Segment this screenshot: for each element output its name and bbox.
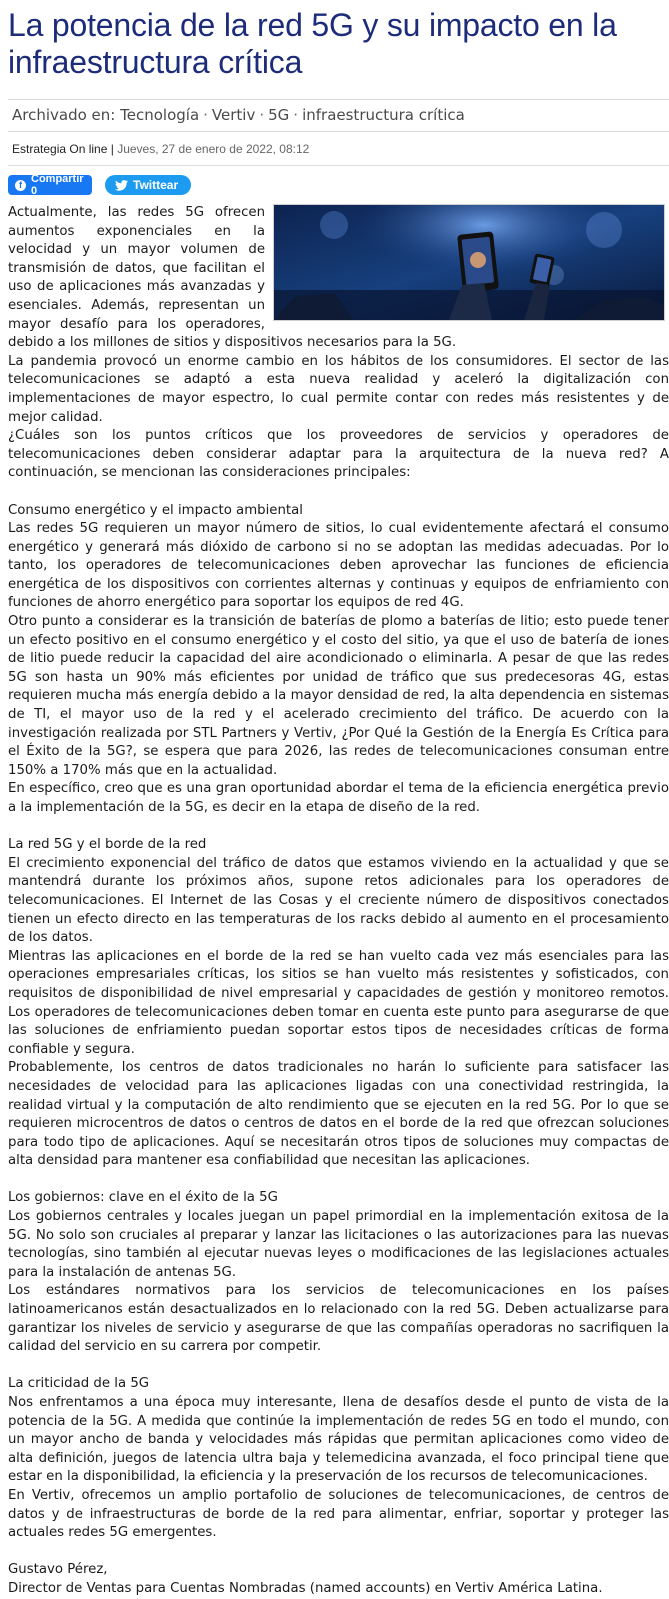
- facebook-icon: f: [15, 180, 26, 191]
- archived-label: Archivado en:: [12, 106, 116, 124]
- section-heading: Consumo energético y el impacto ambiental: [8, 502, 303, 518]
- facebook-share-button[interactable]: [8, 175, 92, 195]
- paragraph: La pandemia provocó un enorme cambio en los hábitos de los consumidores. El sector de las telecomunicaciones se adaptó a esta nueva realidad y aceleró la digitalización con implementaciones de mayor espectro, lo cual permite contar con redes más resistentes y de mejor calidad.: [8, 353, 669, 425]
- twitter-icon: [115, 180, 128, 191]
- paragraph: Nos enfrentamos a una época muy interesante, llena de desafíos desde el punto de vista de la potencia de la 5G. A medida que continúe la implementación de redes 5G en todo el mundo, con un mayor ancho de banda y velocidades más rápidas que permitan aplicaciones como video de alta definición, juegos de latencia ultra baja y telemedicina avanzada, el foco principal tiene que estar en la disponibilidad, la eficiencia y la preservación de los recursos de telecomunicaciones.: [8, 1395, 669, 1485]
- facebook-share-label: Compartir 0: [31, 173, 84, 197]
- section-heading: Los gobiernos: clave en el éxito de la 5G: [8, 1190, 278, 1206]
- tag-link[interactable]: infraestructura crítica: [302, 106, 465, 124]
- twitter-share-label: Twittear: [133, 178, 179, 192]
- section-heading: La criticidad de la 5G: [8, 1376, 150, 1392]
- tag-link[interactable]: Tecnología: [120, 106, 200, 124]
- tag-link[interactable]: 5G: [268, 106, 290, 124]
- paragraph: Actualmente, las redes 5G ofrecen aumentos exponenciales en la velocidad y un mayor volumen de transmisión de datos, que facilitan el uso de aplicaciones más avanzadas y esenciales. Además, representan un mayor desafío para los operadores, debido a los millones de sitios y dispositivos necesarios para la 5G.: [8, 205, 457, 351]
- archive-tags: Archivado en: Tecnología · Vertiv · 5G · infraestructura crítica: [8, 99, 669, 132]
- paragraph: El crecimiento exponencial del tráfico de datos que estamos viviendo en la actualidad y que se mantendrá durante los próximos años, supone retos adicionales para los operadores de telecomunicaciones. El Internet de las Cosas y el creciente número de dispositivos conectados tienen un efecto directo en las temperaturas de los racks debido al aumento en el procesamiento de los datos.: [8, 855, 669, 946]
- paragraph: ¿Cuáles son los puntos críticos que los proveedores de servicios y operadores de telecomunicaciones deben considerar adaptar para la arquitectura de la nueva red? A continuación, se mencionan las consideraciones principales:: [8, 428, 669, 481]
- article-date: Jueves, 27 de enero de 2022, 08:12: [117, 142, 310, 156]
- article-source: Estrategia On line: [12, 142, 108, 156]
- author-name: Gustavo Pérez,: [8, 1562, 108, 1578]
- article-image: [273, 204, 665, 321]
- twitter-share-button[interactable]: [105, 175, 191, 195]
- article-title: La potencia de la red 5G y su impacto en la infraestructura crítica: [8, 7, 617, 80]
- article-meta: Estrategia On line | Jueves, 27 de enero de 2022, 08:12: [8, 135, 669, 166]
- section-heading: La red 5G y el borde de la red: [8, 837, 207, 853]
- author-role: Director de Ventas para Cuentas Nombradas (named accounts) en Vertiv América Latina.: [8, 1580, 603, 1596]
- paragraph: Mientras las aplicaciones en el borde de la red se han vuelto cada vez más esenciales para las operaciones empresariales críticas, los sitios se han vuelto más resistentes y sofisticados, con requisitos de disponibilidad de nivel empresarial y capacidades de gestión y monitoreo remotos. Los operadores de telecomunicaciones deben tomar en cuenta este punto para asegurarse de que las soluciones de enfriamiento puedan soportar estos tipos de necesidades críticas de forma confiable y segura.: [8, 948, 669, 1057]
- paragraph: Probablemente, los centros de datos tradicionales no harán lo suficiente para satisfacer las necesidades de velocidad para las aplicaciones ligadas con una conectividad restringida, la realidad virtual y la computación de alto rendimiento que se ejecuten en la red 5G. Por lo que se requieren microcentros de datos o centros de datos en el borde de la red que ofrezcan soluciones para todo tipo de aplicaciones. Aquí se necesitarán otros tipos de soluciones muy compactas de alta densidad para mantener esa confiabilidad que necesitan las aplicaciones.: [8, 1060, 669, 1169]
- paragraph: Otro punto a considerar es la transición de baterías de plomo a baterías de litio; esto puede tener un efecto positivo en el consumo energético y el costo del sitio, ya que el uso de batería de iones de litio puede reducir la capacidad del aire acondicionado o eliminarla. A pesar de que las redes 5G son hasta un 90% más eficientes por unidad de tráfico que sus predecesoras 4G, estas requieren mucha más energía debido a la mayor densidad de red, la alta dependencia en sistemas de TI, el mayor uso de la red y el acelerado crecimiento del tráfico. De acuerdo con la investigación realizada por STL Partners y Vertiv, ¿Por Qué la Gestión de la Energía Es Crítica para el Éxito de la 5G?, se espera que para 2026, las redes de telecomunicaciones consuman entre 150% a 170% más que en la actualidad.: [8, 614, 669, 778]
- paragraph: Los estándares normativos para los servicios de telecomunicaciones en los países latinoamericanos están desactualizados en lo relacionado con la red 5G. Deben actualizarse para garantizar los niveles de servicio y asegurarse de que las compañías operadoras no sacrifiquen la calidad del servicio en su carrera por competir.: [8, 1283, 669, 1355]
- paragraph: Los gobiernos centrales y locales juegan un papel primordial en la implementación exitosa de la 5G. No solo son cruciales al preparar y lanzar las licitaciones o las autorizaciones para las nuevas tecnologías, sino también al ejecutar nuevas leyes o modificaciones de las legislaciones actuales para la instalación de antenas 5G.: [8, 1209, 669, 1280]
- share-bar: [8, 166, 669, 204]
- tag-link[interactable]: Vertiv: [211, 106, 256, 124]
- paragraph: En específico, creo que es una gran oportunidad abordar el tema de la eficiencia energética previo a la implementación de la 5G, es decir en la etapa de diseño de la red.: [8, 781, 669, 815]
- article-body: [8, 204, 669, 1599]
- paragraph: En Vertiv, ofrecemos un amplio portafolio de soluciones de telecomunicaciones, de centros de datos y de infraestructuras de borde de la red para alimentar, enfriar, soportar y proteger las actuales redes 5G emergentes.: [8, 1487, 669, 1541]
- paragraph: Las redes 5G requieren un mayor número de sitios, lo cual evidentemente afectará el consumo energético y generará más dióxido de carbono si no se adoptan las medidas adecuadas. Por lo tanto, los operadores de telecomunicaciones deben aprovechar las funciones de eficiencia energética de los dispositivos con corrientes alternas y continuas y equipos de enfriamiento con funciones de ahorro energético para soportar los equipos de red 4G.: [8, 521, 669, 611]
